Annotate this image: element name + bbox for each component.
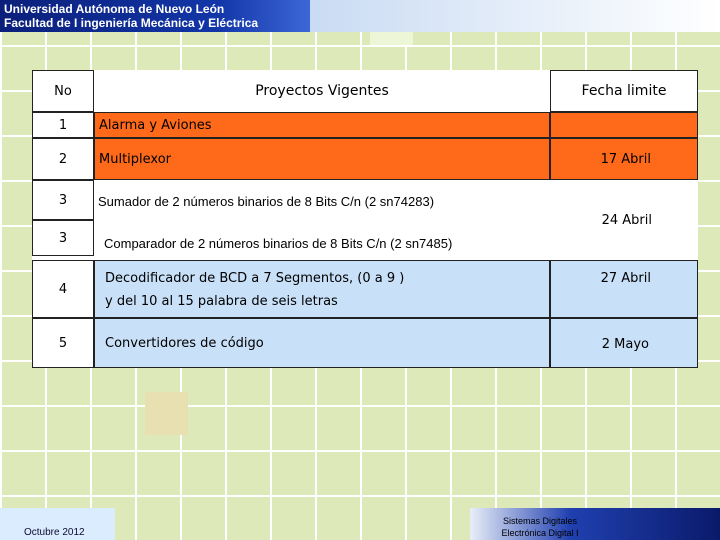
- table-row-date: 2 Mayo: [550, 318, 698, 368]
- table-row-project: Alarma y Aviones: [94, 112, 550, 138]
- table-row-date: [550, 112, 698, 138]
- column-header-date: Fecha limite: [550, 70, 698, 112]
- table-row-project: Convertidores de código: [94, 318, 550, 368]
- table-row-project: [94, 260, 550, 318]
- table-row-no: 3: [32, 220, 94, 256]
- project-line: Decodificador de BCD a 7 Segmentos, (0 a 9 ): [105, 271, 405, 286]
- table-row-date: 24 Abril: [550, 180, 698, 256]
- course-line: Electrónica Digital I: [501, 528, 579, 538]
- background-tile: [145, 392, 188, 435]
- projects-table: [32, 70, 698, 368]
- column-header-no: No: [32, 70, 94, 112]
- table-row-date: 27 Abril: [550, 260, 698, 318]
- table-row-project: Multiplexor: [94, 138, 550, 180]
- footer-course: [480, 515, 600, 539]
- table-row-no: 4: [32, 260, 94, 318]
- table-row-no: 5: [32, 318, 94, 368]
- top-strip: [310, 0, 720, 32]
- faculty-name: Facultad de I ingeniería Mecánica y Eléctrica: [4, 16, 259, 30]
- footer-left: [0, 508, 115, 540]
- column-header-projects: Proyectos Vigentes: [94, 70, 550, 112]
- university-name: Universidad Autónoma de Nuevo León: [4, 2, 225, 16]
- course-line: Sistemas Digitales: [502, 516, 578, 526]
- table-row-no: 2: [32, 138, 94, 180]
- table-row-project: Comparador de 2 números binarios de 8 Bits C/n (2 sn7485): [94, 220, 550, 256]
- table-row-date: 17 Abril: [550, 138, 698, 180]
- table-row-no: 1: [32, 112, 94, 138]
- table-row-project: Sumador de 2 números binarios de 8 Bits C/n (2 sn74283): [94, 180, 550, 220]
- table-row-no: 3: [32, 180, 94, 220]
- project-line: y del 10 al 15 palabra de seis letras: [105, 294, 338, 309]
- header-bar: [0, 0, 310, 32]
- footer-date: Octubre 2012: [24, 527, 85, 538]
